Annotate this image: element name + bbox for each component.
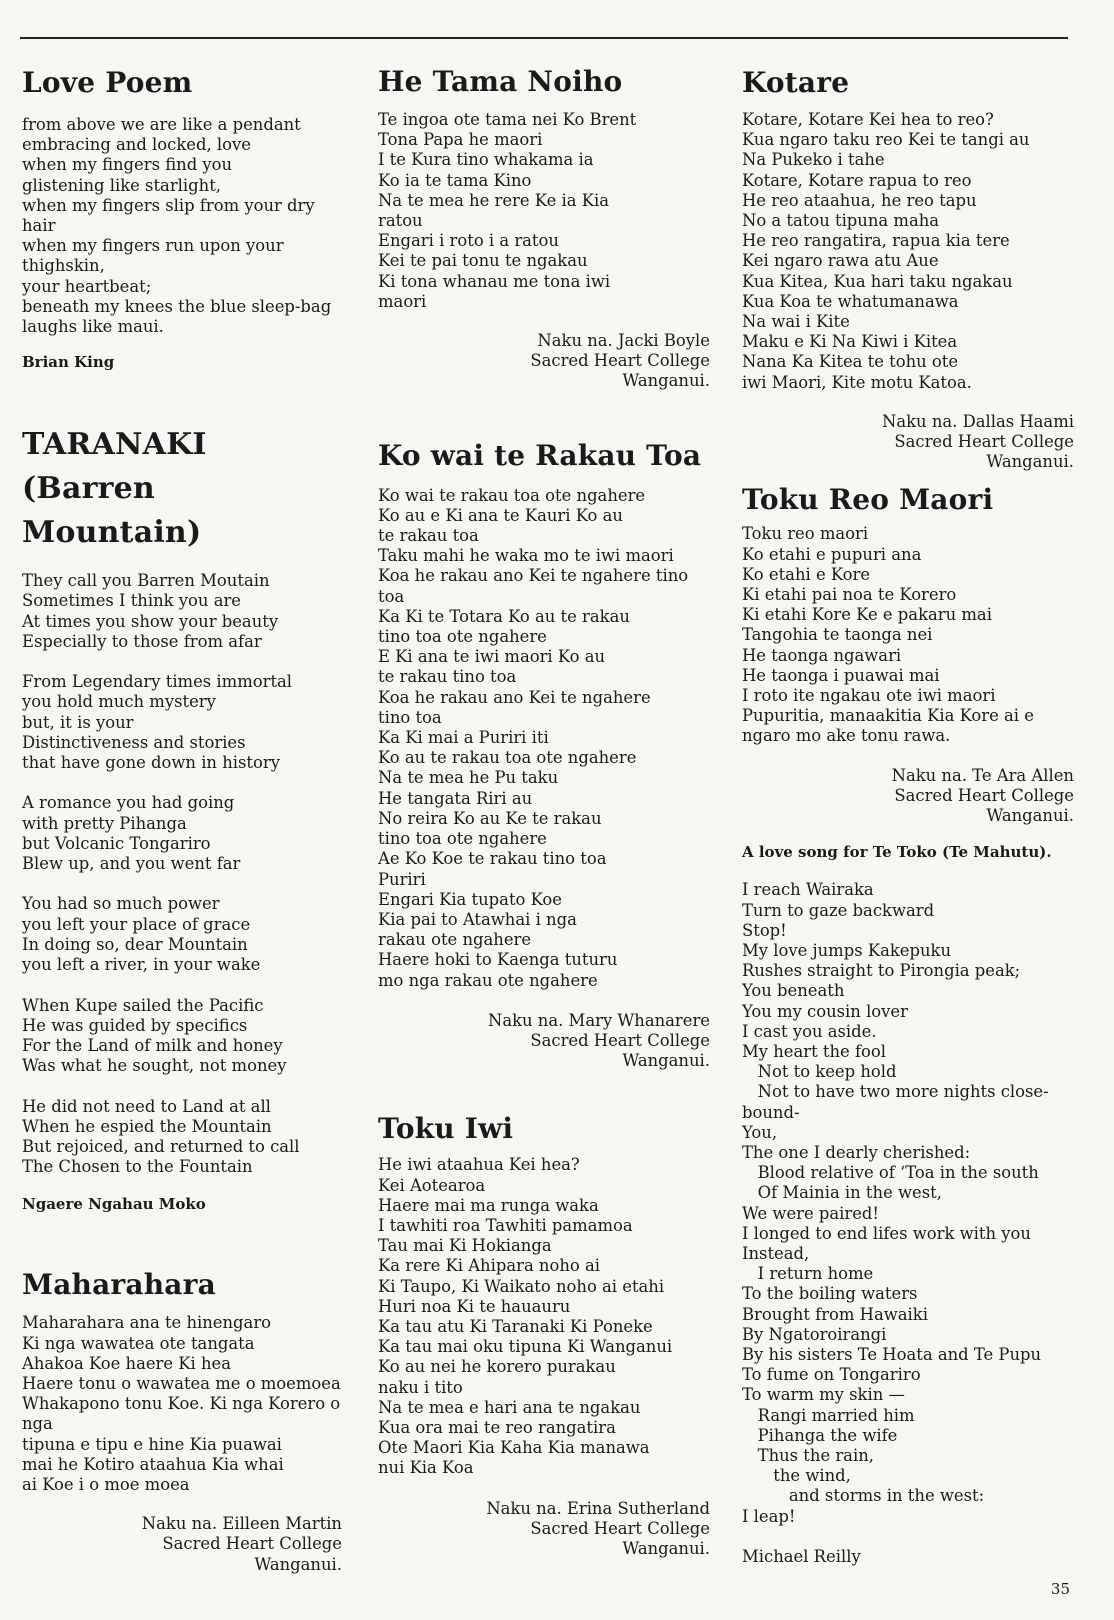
he-tama-noiho-text: Te ingoa ote tama nei Ko Brent Tona Papa he maori I te Kura tino whakama ia Ko ia te tama Kino Na te mea he rere Ke ia Kia ratou Engari i roto i a ratou Kei te pai tonu te ngakau Ki tona whanau me tona iwi maori — [378, 110, 637, 311]
toku-iwi-title: Toku Iwi — [378, 1112, 514, 1146]
love-poem-text: from above we are like a pendant embracing and locked, love when my fingers find you glistening like starlight, when my fingers slip from your dry hair when my fingers run upon your thighskin, your heartbeat; beneath my knees the blue sleep-bag laughs like maui. — [22, 115, 332, 337]
love-song-author: Michael Reilly — [742, 1546, 861, 1566]
taranaki-title-line2: (Barren Mountain) — [22, 471, 202, 551]
kotare-text: Kotare, Kotare Kei hea to reo? Kua ngaro taku reo Kei te tangi au Na Pukeko i tahe Kotare, Kotare rapua to reo He reo ataahua, he reo tapu No a tatou tipuna maha He reo rangatira, rapua kia tere Kei ngaro rawa atu Aue Kua Kitea, Kua hari taku ngakau Kua Koa te whatumanawa Na wai i Kite Maku e Ki Na Kiwi i Kitea Nana Ka Kitea te tohu ote iwi Maori, Kite motu Katoa. — [742, 110, 1030, 392]
ko-wai-title: Ko wai te Rakau Toa — [378, 438, 702, 472]
kotare-title: Kotare — [742, 66, 850, 99]
toku-reo-text: Toku reo maori Ko etahi e pupuri ana Ko etahi e Kore Ki etahi pai noa te Korero Ki etahi Kore Ke e pakaru mai Tangohia te taonga nei He taonga ngawari He taonga i puawai mai I roto ite ngakau ote iwi maori Pupuritia, manaakitia Kia Kore ai e ngaro mo ake tonu rawa. — [742, 524, 1034, 746]
love-song-title: A love song for Te Toko (Te Mahutu). — [742, 843, 1052, 862]
column-middle — [378, 60, 710, 1559]
love-song-text: I reach Wairaka Turn to gaze backward Stop! My love jumps Kakepuku Rushes straight to Pirongia peak; You beneath You my cousin lover I cast you aside. My heart the fool Not to keep hold Not to have two more nights close- bound- You, The one I dearly cherished: Blood relative of ‘Toa in the south Of Mainia in the west, We were paired! I longed to end lifes work with you Instead, I return home To the boiling waters Brought from Hawaiki By Ngatoroirangi By his sisters Te Hoata and Te Pupu To fume on Tongariro To warm my skin — Rangi married him Pihanga the wife Thus the rain, the wind, and storms in the west: I leap! — [742, 880, 1049, 1526]
toku-iwi-text: He iwi ataahua Kei hea? Kei Aotearoa Haere mai ma runga waka I tawhiti roa Tawhiti pamamoa Tau mai Ki Hokianga Ka rere Ki Ahipara noho ai Ki Taupo, Ki Waikato noho ai etahi Huri noa Ki te hauauru Ka tau atu Ki Taranaki Ki Poneke Ka tau mai oku tipuna Ki Wanganui Ko au nei he korero purakau naku i tito Na te mea e hari ana te ngakau Kua ora mai te reo rangatira Ote Maori Kia Kaha Kia manawa nui Kia Koa — [378, 1155, 673, 1478]
column-right — [742, 60, 1074, 1567]
page-number: 35 — [1050, 1580, 1070, 1598]
maharahara-text: Maharahara ana te hinengaro Ki nga wawatea ote tangata Ahakoa Koe haere Ki hea Haere tonu o wawatea me o moemoea Whakapono tonu Koe. Ki nga Korero o nga tipuna e tipu e hine Kia puawai mai he Kotiro ataahua Kia whai ai Koe i o moe moea — [22, 1313, 341, 1494]
ko-wai-credit: Naku na. Mary Whanarere Sacred Heart College Wanganui. — [488, 1010, 710, 1071]
maharahara-credit: Naku na. Eilleen Martin Sacred Heart College Wanganui. — [141, 1514, 342, 1574]
love-poem-title: Love Poem — [22, 66, 193, 99]
he-tama-noiho-credit: Naku na. Jacki Boyle Sacred Heart College Wanganui. — [530, 331, 710, 391]
taranaki-author: Ngaere Ngahau Moko — [22, 1195, 206, 1214]
kotare-credit: Naku na. Dallas Haami Sacred Heart College Wanganui. — [882, 411, 1074, 472]
taranaki-text: They call you Barren Moutain Sometimes I think you are At times you show your beauty Especially to those from afar From Legendary times immortal you hold much mystery but, it is your Distinctiveness and stories that have gone down in history A romance you had going with pretty Pihanga but Volcanic Tongariro Blew up, and you went far You had so much power you left your place of grace In doing so, dear Mountain you left a river, in your wake When Kupe sailed the Pacific He was guided by specifics For the Land of milk and honey Was what he sought, not money He did not need to Land at all When he espied the Mountain But rejoiced, and returned to call The Chosen to the Fountain — [22, 571, 300, 1177]
toku-reo-title: Toku Reo Maori — [742, 483, 994, 517]
maharahara-title: Maharahara — [22, 1268, 216, 1302]
love-poem-author: Brian King — [22, 353, 115, 372]
top-rule — [20, 37, 1068, 39]
toku-reo-credit: Naku na. Te Ara Allen Sacred Heart College Wanganui. — [891, 765, 1074, 826]
toku-iwi-credit: Naku na. Erina Sutherland Sacred Heart College Wanganui. — [486, 1498, 710, 1558]
taranaki-title-line1: TARANAKI — [22, 427, 207, 463]
he-tama-noiho-title: He Tama Noiho — [378, 65, 623, 98]
ko-wai-text: Ko wai te rakau toa ote ngahere Ko au e Ki ana te Kauri Ko au te rakau toa Taku mahi he waka mo te iwi maori Koa he rakau ano Kei te ngahere tino toa Ka Ki te Totara Ko au te rakau tino toa ote ngahere E Ki ana te iwi maori Ko au te rakau tino toa Koa he rakau ano Kei te ngahere tino toa Ka Ki mai a Puriri iti Ko au te rakau toa ote ngahere Na te mea he Pu taku He tangata Riri au No reira Ko au Ke te rakau tino toa ote ngahere Ae Ko Koe te rakau tino toa Puriri Engari Kia tupato Koe Kia pai to Atawhai i nga rakau ote ngahere Haere hoki to Kaenga tuturu mo nga rakau ote ngahere — [378, 485, 689, 990]
column-left — [22, 60, 342, 1575]
